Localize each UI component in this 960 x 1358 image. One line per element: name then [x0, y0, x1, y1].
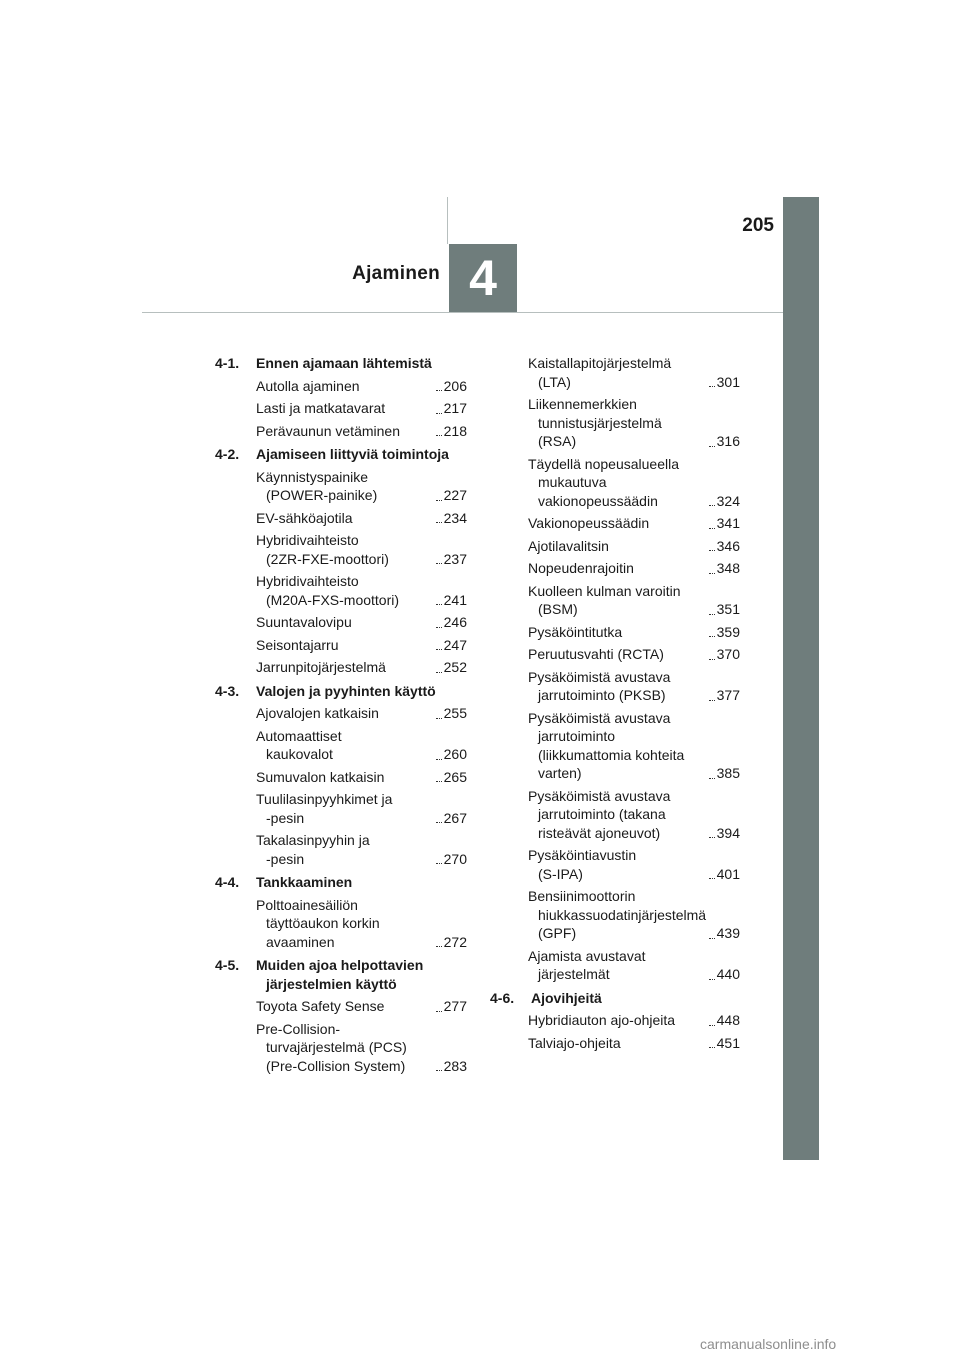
- dot-leader: [709, 614, 715, 615]
- dot-leader: [436, 718, 442, 719]
- toc-entry-page: 377: [716, 687, 740, 703]
- toc-entry[interactable]: [256, 704, 467, 723]
- section-number: 4-2.: [215, 446, 240, 462]
- toc-section: [215, 873, 467, 951]
- toc-entry-page: 270: [443, 850, 467, 867]
- footer-watermark: carmanualsonline.info: [700, 1336, 837, 1352]
- dot-leader: [709, 878, 715, 879]
- section-title: Tankkaaminen: [256, 874, 353, 890]
- toc-section: [215, 354, 467, 440]
- toc-entry-title: Pysäköimistä avustava jarrutoiminto (takana risteävät ajoneuvot): [528, 787, 671, 841]
- header-horizontal-rule: [142, 312, 783, 313]
- toc-entry[interactable]: [528, 645, 740, 664]
- toc-entry-page: 385: [716, 765, 740, 781]
- toc-entry-page: 272: [443, 933, 467, 950]
- toc-entry-page: 218: [443, 422, 467, 439]
- toc-entry-title: Kaistallapitojärjestelmä (LTA): [528, 355, 672, 390]
- toc-entry-page: 267: [443, 809, 467, 826]
- toc-entry-title: Pysäköintitutka: [528, 623, 623, 640]
- toc-entry-title: Toyota Safety Sense: [256, 998, 385, 1014]
- toc-entry-page: 439: [716, 925, 740, 941]
- chapter-number-tab: 4: [449, 244, 517, 312]
- toc-entry[interactable]: [528, 668, 740, 705]
- dot-leader: [709, 659, 715, 660]
- toc-entry-title: Seisontajarru: [256, 636, 339, 653]
- toc-entry[interactable]: [256, 896, 467, 952]
- section-title: Ennen ajamaan lähtemistä: [256, 355, 432, 371]
- dot-leader: [709, 386, 715, 387]
- toc-entry-title: Jarrunpitojärjestelmä: [256, 659, 386, 675]
- toc-entry-title: Peruutusvahti (RCTA): [528, 646, 664, 662]
- toc-section: [490, 354, 740, 984]
- section-number: 4-5.: [215, 957, 240, 973]
- toc-entry[interactable]: [528, 846, 740, 883]
- dot-leader: [709, 550, 715, 551]
- dot-leader: [709, 636, 715, 637]
- toc-entry-title: Perävaunun vetäminen: [256, 422, 400, 439]
- dot-leader: [709, 573, 715, 574]
- toc-entry-page: 237: [443, 550, 467, 567]
- toc-entry[interactable]: [528, 582, 740, 619]
- toc-entry-page: 234: [443, 509, 467, 526]
- toc-entry-title: Nopeudenrajoitin: [528, 560, 634, 576]
- toc-entry-title: Käynnistyspainike (POWER-painike): [256, 468, 378, 503]
- toc-entry-title: Pre-Collision- turvajärjestelmä (PCS) (Pre-Collision System): [256, 1020, 407, 1074]
- toc-entry[interactable]: [528, 1011, 740, 1030]
- toc-entry-page: 217: [443, 400, 467, 416]
- toc-entry-title: Talviajo-ohjeita: [528, 1034, 621, 1051]
- toc-entry-page: 301: [716, 373, 740, 390]
- dot-leader: [436, 522, 442, 523]
- toc-entry[interactable]: [256, 768, 467, 787]
- toc-entry-title: Pysäköimistä avustava jarrutoiminto (PKSB): [528, 668, 671, 703]
- toc-entry[interactable]: [256, 790, 467, 827]
- section-number: 4-3.: [215, 682, 240, 699]
- toc-entry-title: Tuulilasinpyyhkimet ja -pesin: [256, 791, 393, 826]
- toc-entry-page: 448: [716, 1012, 740, 1028]
- toc-section: [215, 445, 467, 677]
- toc-entry-title: Hybridiauton ajo-ohjeita: [528, 1012, 676, 1028]
- toc-entry-title: Hybridivaihteisto (2ZR-FXE-moottori): [256, 532, 389, 567]
- toc-entry-page: 283: [443, 1057, 467, 1074]
- toc-entry-title: Automaattiset kaukovalot: [256, 727, 342, 762]
- toc-entry-title: Takalasinpyyhin ja -pesin: [256, 832, 370, 867]
- dot-leader: [436, 759, 442, 760]
- section-number: 4-1.: [215, 355, 240, 371]
- dot-leader: [709, 446, 715, 447]
- dot-leader: [436, 413, 442, 414]
- toc-entry-page: 206: [443, 377, 467, 394]
- dot-leader: [436, 649, 442, 650]
- page-number: 205: [742, 215, 774, 236]
- chapter-title: Ajaminen: [352, 263, 440, 284]
- toc-entry[interactable]: [256, 1020, 467, 1076]
- toc-entry-page: 246: [443, 614, 467, 630]
- section-heading: [490, 989, 740, 1008]
- toc-entry-title: Polttoainesäiliön täyttöaukon korkin avaaminen: [256, 896, 380, 950]
- dot-leader: [436, 500, 442, 501]
- section-number: 4-4.: [215, 874, 240, 890]
- toc-entry-title: Suuntavalovipu: [256, 614, 352, 630]
- toc-entry-title: Bensiinimoottorin hiukkassuodatinjärjestelmä (GPF): [528, 888, 707, 941]
- toc-entry[interactable]: [256, 572, 467, 609]
- dot-leader: [436, 863, 442, 864]
- toc-section: [215, 956, 467, 1075]
- toc-entry-page: 401: [716, 865, 740, 882]
- toc-entry[interactable]: [528, 709, 740, 783]
- toc-left-column: [215, 354, 467, 1080]
- section-number: 4-6.: [490, 989, 515, 1006]
- toc-entry[interactable]: [528, 514, 740, 533]
- toc-entry-title: Vakionopeussäädin: [528, 515, 650, 531]
- dot-leader: [709, 979, 715, 980]
- dot-leader: [436, 604, 442, 605]
- dot-leader: [436, 1070, 442, 1071]
- toc-entry[interactable]: [528, 559, 740, 578]
- toc-entry-title: Täydellä nopeusalueella mukautuva vakionopeussäädin: [528, 455, 679, 509]
- toc-entry-page: 227: [443, 487, 467, 503]
- toc-entry-title: Sumuvalon katkaisin: [256, 768, 385, 785]
- toc-right-column: [490, 354, 740, 1057]
- section-title: Muiden ajoa helpottavien järjestelmien käyttö: [256, 957, 424, 992]
- toc-entry-page: 359: [716, 623, 740, 640]
- toc-entry-page: 451: [716, 1034, 740, 1051]
- toc-entry-page: 316: [716, 433, 740, 449]
- dot-leader: [436, 435, 442, 436]
- dot-leader: [709, 1025, 715, 1026]
- toc-entry-title: Ajovalojen katkaisin: [256, 705, 379, 721]
- section-heading: [215, 873, 467, 892]
- toc-entry[interactable]: [256, 399, 467, 418]
- dot-leader: [709, 837, 715, 838]
- dot-leader: [436, 822, 442, 823]
- toc-entry[interactable]: [256, 509, 467, 528]
- toc-entry-page: 348: [716, 560, 740, 576]
- dot-leader: [709, 1047, 715, 1048]
- toc-entry[interactable]: [528, 887, 740, 943]
- toc-section: [490, 989, 740, 1053]
- toc-entry-page: 255: [443, 705, 467, 721]
- toc-entry[interactable]: [528, 947, 740, 984]
- toc-entry[interactable]: [256, 613, 467, 632]
- toc-entry-title: EV-sähköajotila: [256, 509, 353, 526]
- dot-leader: [709, 778, 715, 779]
- toc-entry-page: 252: [443, 659, 467, 675]
- toc-entry-title: Pysäköimistä avustava jarrutoiminto (liikkumattomia kohteita varten): [528, 709, 685, 781]
- toc-entry[interactable]: [528, 395, 740, 451]
- dot-leader: [436, 390, 442, 391]
- toc-entry-page: 341: [716, 515, 740, 531]
- header-vertical-rule: [447, 197, 448, 244]
- dot-leader: [436, 672, 442, 673]
- toc-entry-title: Ajotilavalitsin: [528, 537, 609, 554]
- dot-leader: [436, 781, 442, 782]
- toc-entry[interactable]: [528, 623, 740, 642]
- section-title: Ajamiseen liittyviä toimintoja: [256, 446, 449, 462]
- toc-entry-title: Hybridivaihteisto (M20A-FXS-moottori): [256, 573, 400, 608]
- dot-leader: [436, 946, 442, 947]
- toc-entry[interactable]: [528, 354, 740, 391]
- dot-leader: [436, 1011, 442, 1012]
- toc-entry-title: Pysäköintiavustin (S-IPA): [528, 847, 637, 882]
- toc-entry[interactable]: [256, 636, 467, 655]
- toc-entry-title: Liikennemerkkien tunnistusjärjestelmä (RSA): [528, 396, 662, 449]
- toc-entry-page: 324: [716, 492, 740, 509]
- toc-entry[interactable]: [256, 422, 467, 441]
- dot-leader: [709, 528, 715, 529]
- toc-entry-page: 394: [716, 824, 740, 841]
- toc-entry-page: 241: [443, 591, 467, 608]
- section-title: Ajovihjeitä: [531, 989, 602, 1006]
- toc-entry-page: 440: [716, 966, 740, 982]
- dot-leader: [436, 627, 442, 628]
- toc-entry-title: Ajamista avustavat järjestelmät: [528, 947, 646, 982]
- toc-entry[interactable]: [256, 727, 467, 764]
- section-heading: [215, 682, 467, 701]
- chapter-side-band: [783, 197, 819, 1160]
- toc-entry[interactable]: [256, 658, 467, 677]
- toc-entry-page: 247: [443, 636, 467, 653]
- dot-leader: [709, 700, 715, 701]
- toc-entry-title: Kuolleen kulman varoitin (BSM): [528, 582, 681, 617]
- section-heading: [215, 354, 467, 373]
- dot-leader: [436, 563, 442, 564]
- toc-entry-page: 277: [443, 998, 467, 1014]
- toc-entry-page: 260: [443, 746, 467, 762]
- toc-entry[interactable]: [528, 537, 740, 556]
- toc-entry[interactable]: [256, 997, 467, 1016]
- section-title: Valojen ja pyyhinten käyttö: [256, 682, 436, 699]
- toc-entry[interactable]: [528, 455, 740, 511]
- toc-entry-page: 346: [716, 537, 740, 554]
- toc-entry[interactable]: [256, 377, 467, 396]
- toc-entry[interactable]: [256, 531, 467, 568]
- dot-leader: [709, 938, 715, 939]
- toc-entry[interactable]: [528, 1034, 740, 1053]
- toc-entry-page: 370: [716, 646, 740, 662]
- toc-entry[interactable]: [256, 831, 467, 868]
- toc-entry-title: Autolla ajaminen: [256, 377, 360, 394]
- toc-section: [215, 682, 467, 869]
- toc-entry-page: 351: [716, 601, 740, 617]
- toc-entry[interactable]: [256, 468, 467, 505]
- section-heading: [215, 956, 467, 993]
- toc-entry-title: Lasti ja matkatavarat: [256, 400, 386, 416]
- toc-entry-page: 265: [443, 768, 467, 785]
- section-heading: [215, 445, 467, 464]
- toc-entry[interactable]: [528, 787, 740, 843]
- dot-leader: [709, 505, 715, 506]
